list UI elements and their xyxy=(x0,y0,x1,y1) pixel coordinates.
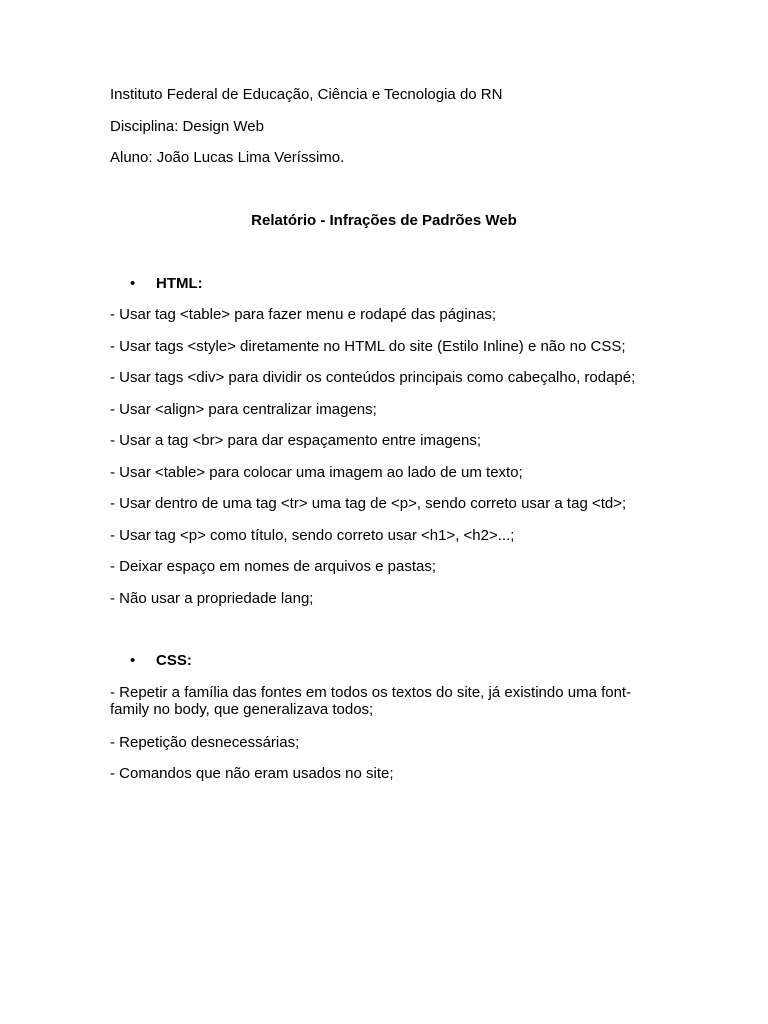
report-title: Relatório - Infrações de Padrões Web xyxy=(251,212,517,229)
list-item: - Usar <align> para centralizar imagens; xyxy=(110,401,377,418)
list-item: - Usar dentro de uma tag <tr> uma tag de <p>, sendo correto usar a tag <td>; xyxy=(110,495,627,512)
list-item: - Comandos que não eram usados no site; xyxy=(110,765,394,782)
html-heading-label: HTML: xyxy=(156,275,203,292)
css-heading-label: CSS: xyxy=(156,652,192,669)
institution-line: Instituto Federal de Educação, Ciência e Tecnologia do RN xyxy=(110,86,503,103)
html-section-heading xyxy=(130,275,203,292)
student-line: Aluno: João Lucas Lima Veríssimo. xyxy=(110,149,345,166)
list-item: - Usar a tag <br> para dar espaçamento entre imagens; xyxy=(110,432,482,449)
list-item: - Usar tag <p> como título, sendo correto usar <h1>, <h2>...; xyxy=(110,527,515,544)
discipline-line: Disciplina: Design Web xyxy=(110,118,264,135)
list-item: - Deixar espaço em nomes de arquivos e pastas; xyxy=(110,558,436,575)
list-item: - Usar tags <div> para dividir os conteúdos principais como cabeçalho, rodapé; xyxy=(110,369,636,386)
list-item: - Usar tags <style> diretamente no HTML do site (Estilo Inline) e não no CSS; xyxy=(110,338,626,355)
list-item: - Usar <table> para colocar uma imagem ao lado de um texto; xyxy=(110,464,523,481)
bullet-icon: • xyxy=(130,652,136,669)
list-item: - Repetição desnecessárias; xyxy=(110,734,300,751)
bullet-icon: • xyxy=(130,275,136,292)
css-section-heading xyxy=(130,652,192,669)
list-item: - Repetir a família das fontes em todos os textos do site, já existindo uma font-family no body, que generalizava todos; xyxy=(110,684,632,718)
list-item: - Usar tag <table> para fazer menu e rodapé das páginas; xyxy=(110,306,497,323)
list-item: - Não usar a propriedade lang; xyxy=(110,590,314,607)
